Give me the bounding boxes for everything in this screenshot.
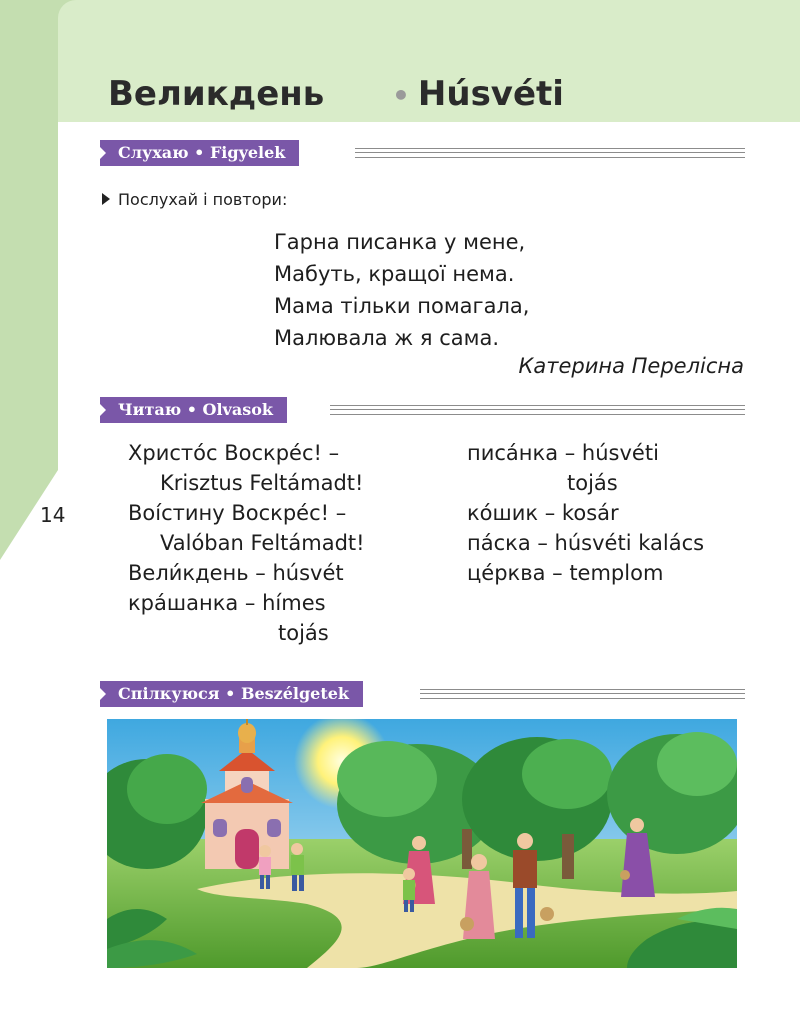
page-title-ua: Великдень <box>108 74 325 114</box>
poem-line: Малювала ж я сама. <box>274 326 500 350</box>
vocab-item: па́ска – húsvéti kalács <box>467 531 705 555</box>
poem-line: Мабуть, кращої нема. <box>274 262 515 286</box>
section-header-listen <box>100 140 745 166</box>
page-title-hu <box>392 74 564 114</box>
page-number: 14 <box>40 503 66 527</box>
title-separator: • <box>392 79 410 112</box>
side-green-wedge <box>0 0 60 560</box>
instruction-text: Послухай і повтори: <box>118 190 288 209</box>
poem-line: Гарна писанка у мене, <box>274 230 526 254</box>
vocab-item: писа́нка – húsvéti <box>467 441 659 465</box>
vocab-item: кра́шанка – hímes <box>128 591 326 615</box>
vocab-item: це́рква – templom <box>467 561 664 585</box>
page-title-hu-text: Húsvéti <box>417 74 564 114</box>
poem <box>274 226 529 354</box>
poem-author: Катерина Перелісна <box>518 354 744 378</box>
vocab-column-right <box>467 438 704 588</box>
section-label-talk: Спілкуюся • Beszélgetek <box>100 681 363 707</box>
vocab-column-left <box>128 438 365 648</box>
vocab-item: Воі́стину Воскре́с! – <box>128 501 347 525</box>
vocab-item: tojás <box>567 471 618 495</box>
instruction <box>102 190 287 209</box>
section-label-listen: Слухаю • Figyelek <box>100 140 299 166</box>
vocab-item: tojás <box>278 621 329 645</box>
vocab-item: Христо́с Воскре́с! – <box>128 441 340 465</box>
section-rule <box>355 148 745 158</box>
section-rule <box>330 405 745 415</box>
section-label-read: Читаю • Olvasok <box>100 397 287 423</box>
section-header-talk <box>100 681 745 707</box>
section-rule <box>420 689 745 699</box>
arrow-right-icon <box>102 193 110 205</box>
vocab-item: Krisztus Feltámadt! <box>160 471 364 495</box>
poem-line: Мама тільки помагала, <box>274 294 530 318</box>
section-header-read <box>100 397 745 423</box>
vocab-item: Valóban Feltámadt! <box>160 531 365 555</box>
header-corner <box>58 0 76 18</box>
easter-scene-illustration <box>107 719 737 968</box>
vocab-item: Вели́кдень – húsvét <box>128 561 344 585</box>
vocab-item: ко́шик – kosár <box>467 501 619 525</box>
